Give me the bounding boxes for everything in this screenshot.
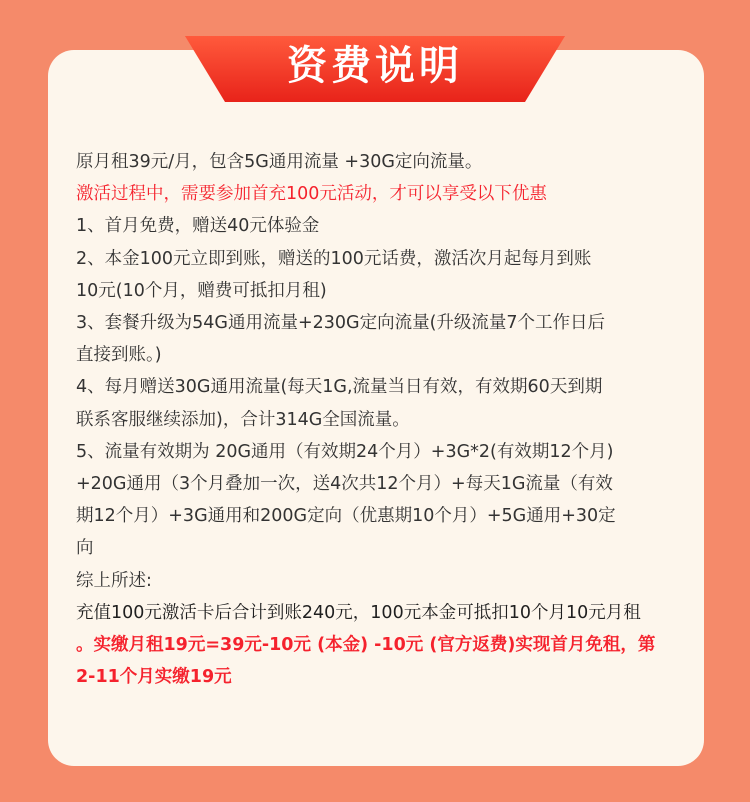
text-line: 期12个月）+3G通用和200G定向（优惠期10个月）+5G通用+30定 [76,506,616,527]
text-line: 5、流量有效期为 20G通用（有效期24个月）+3G*2(有效期12个月) [76,441,614,462]
text-line: 原月租39元/月，包含5G通用流量 +30G定向流量。 [76,152,483,172]
text-line: 联系客服继续添加)，合计314G全国流量。 [76,409,410,430]
text-line: 1、首月免费，赠送40元体验金 [76,216,320,237]
text-line: 直接到账。) [76,345,162,366]
content-body [76,146,680,693]
text-line: 4、每月赠送30G通用流量(每天1G,流量当日有效，有效期60天到期 [76,377,603,398]
title-ribbon [185,30,565,102]
text-line: 激活过程中，需要参加首充100元活动，才可以享受以下优惠 [76,184,547,205]
summary-line: 充值100元激活卡后合计到账240元，100元本金可抵扣10个月10元月租 [76,602,641,623]
text-line: +20G通用（3个月叠加一次，送4次共12个月）+每天1G流量（有效 [76,474,613,495]
highlight-line: 2-11个月实缴19元 [76,667,232,688]
text-line: 向 [76,538,94,559]
text-line: 3、套餐升级为54G通用流量+230G定向流量(升级流量7个工作日后 [76,313,606,334]
text-line: 综上所述: [76,570,152,591]
text-line: 2、本金100元立即到账，赠送的100元话费，激活次月起每月到账 [76,248,592,269]
page-title: 资费说明 [287,43,463,89]
highlight-line: 。实缴月租19元=39元-10元 (本金) -10元 (官方返费)实现首月免租，第 [76,635,656,656]
text-line: 10元(10个月，赠费可抵扣月租) [76,280,327,301]
